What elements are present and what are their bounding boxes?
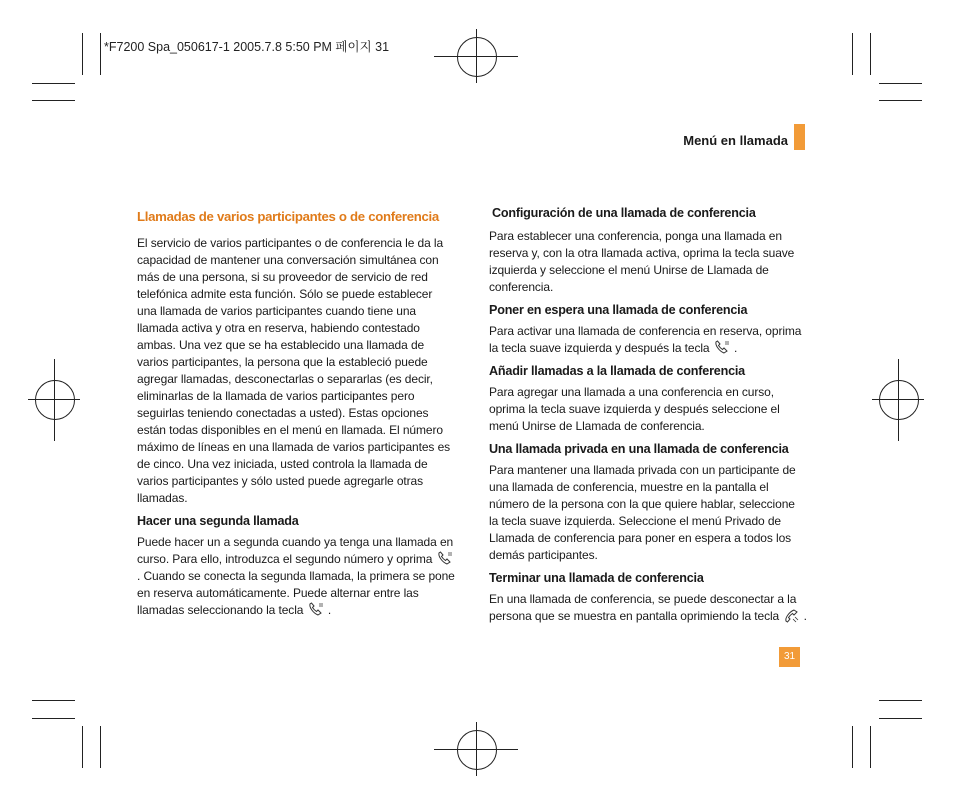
end-text-b: . [803,609,807,623]
second-call-text-a: Puede hacer un a segunda cuando ya tenga una llamada en curso. Para ello, introduzca el segundo número y oprima [137,535,454,566]
hold-text-a: Para activar una llamada de conferencia en reserva, oprima la tecla suave izquierda y después la tecla [489,324,802,355]
end-text-a: En una llamada de conferencia, se puede desconectar a la persona que se muestra en pantalla oprimiendo la tecla [489,592,797,623]
end-heading: Terminar una llamada de conferencia [489,571,704,585]
section-tab-marker [794,124,805,150]
page-number-badge: 31 [779,647,800,667]
hold-heading: Poner en espera una llamada de conferencia [489,303,748,317]
send-key-icon [307,602,325,617]
add-heading: Añadir llamadas a la llamada de conferencia [489,364,745,378]
setup-heading: Configuración de una llamada de conferencia [492,206,756,220]
second-call-text-b: . Cuando se conecta la segunda llamada, la primera se pone en reserva automáticamente. Puede alternar entre las llamadas seleccionando la tecla [137,569,455,617]
main-heading: Llamadas de varios participantes o de conferencia [137,209,439,224]
right-column [489,205,807,631]
end-paragraph [489,591,807,625]
setup-paragraph: Para establecer una conferencia, ponga una llamada en reserva y, con la otra llamada activa, oprima la tecla suave izquierda y seleccione el menú Unirse de Llamada de conferencia. [489,229,795,294]
section-header-title: Menú en llamada [683,133,788,148]
second-call-heading: Hacer una segunda llamada [137,514,299,528]
second-call-text-c: . [327,603,332,617]
send-key-icon [436,551,454,566]
hold-paragraph [489,323,807,357]
hold-text-b: . [733,341,738,355]
private-paragraph: Para mantener una llamada privada con un participante de una llamada de conferencia, muestre en la pantalla el número de la persona con la que quiere hablar, seleccione la tecla suave izquierda. Seleccione el menú Privado de Llamada de conferencia para poner en espera a todos los demás participantes. [489,463,796,562]
end-key-icon [782,608,800,623]
intro-paragraph: El servicio de varios participantes o de conferencia le da la capacidad de mantener una conversación simultánea con más de una persona, si su proveedor de servicio de red telefónica admite esta función. Sólo se puede establecer una llamada de varios participantes cuando tiene una llamada activa y otra en reserva, habiendo contestado ambas. Una vez que se ha establecido una llamada de varios participantes, la persona que la estableció puede agregar llamadas, desconectarlas o separarlas (es decir, eliminarlas de la llamada de varios participantes pero seguirlas teniendo conectadas a usted). Estas opciones están todas disponibles en el menú en llamada. El número máximo de líneas en una llamada de varios participantes es de cinco. Una vez iniciada, usted controla la llamada de varios participantes y sólo usted puede agregarle otras llamadas. [137,236,451,505]
second-call-paragraph [137,534,455,619]
send-key-icon [713,340,731,355]
add-paragraph: Para agregar una llamada a una conferencia en curso, oprima la tecla suave izquierda y después seleccione el menú Unirse de Llamada de conferencia. [489,385,780,433]
print-slug: *F7200 Spa_050617-1 2005.7.8 5:50 PM 페이지 31 [104,40,390,54]
private-heading: Una llamada privada en una llamada de conferencia [489,442,789,456]
left-column [137,208,455,625]
